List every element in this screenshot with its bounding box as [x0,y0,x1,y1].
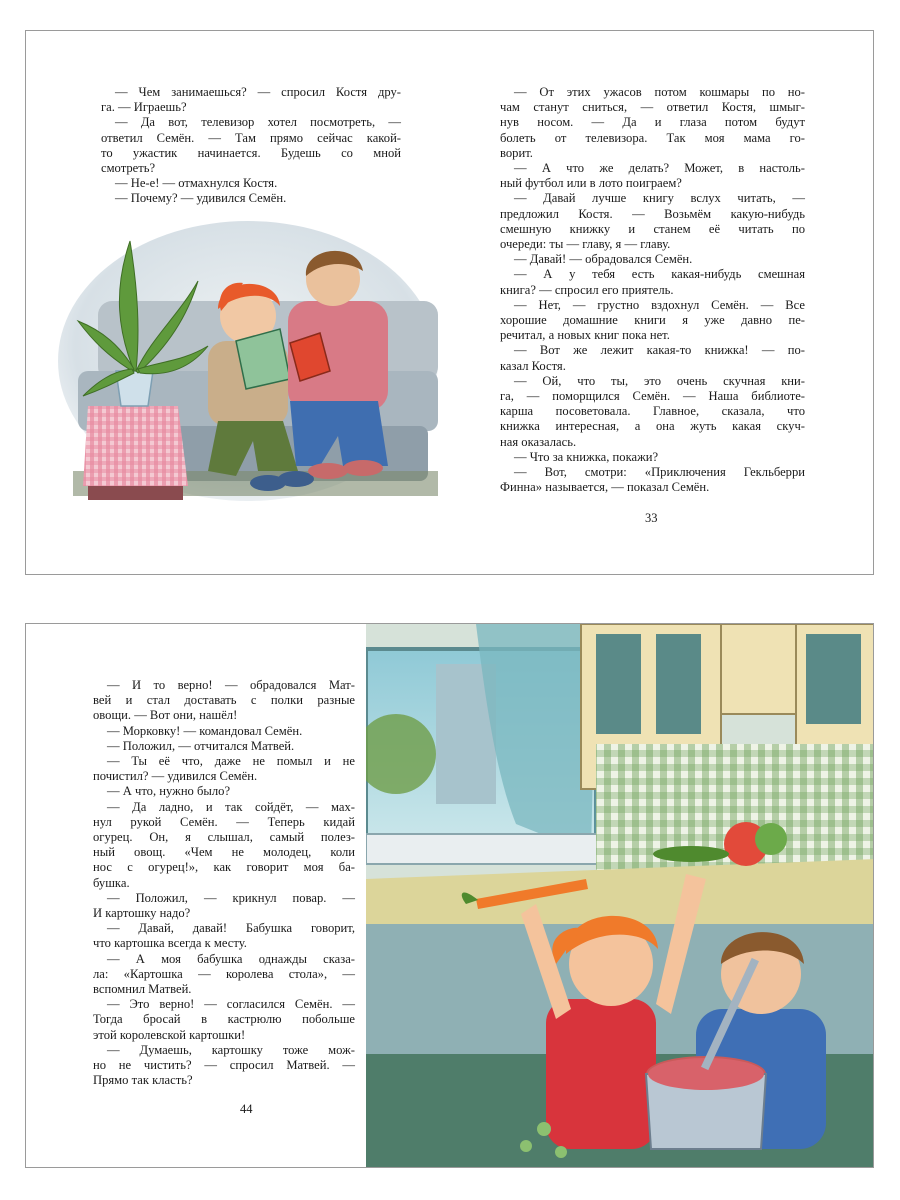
page-number: 33 [645,511,658,525]
text-line: этой королевской картошки! [93,1027,246,1042]
text-line: книжка интересная, а она жуть какая скуч- [500,419,805,434]
text-line: — Положил, — крикнул повар. — [107,890,355,905]
text-line: — Давай лучше книгу вслух читать, — [514,191,805,206]
text-line: — Нет, — грустно вздохнул Семён. — Все [514,297,805,312]
text-line: га. — Играешь? [101,100,187,115]
text-line: — А моя бабушка однажды сказа- [107,951,355,966]
text-line: — Что за книжка, покажи? [514,449,659,464]
text-line: нув носом. — Да и глаза потом будут [500,115,805,130]
text-line: — Да вот, телевизор хотел посмотреть, — [115,115,401,130]
text-line: ла: «Картошка — королева стола», — [93,966,355,981]
text-line: — И то верно! — обрадовался Мат- [107,678,355,692]
text-line: — Давай, давай! Бабушка говорит, [107,921,355,936]
text-line: га, — поморщился Семён. — Наша библиоте- [500,389,805,404]
book-spread-bottom [25,623,874,1168]
text-line: — Вот же лежит какая-то книжка! — по- [514,343,805,358]
text-line: — Давай! — обрадовался Семён. [514,252,693,267]
text-line: ный овощ. «Чем не молодец, коли [93,845,355,860]
text-line: — Не-е! — отмахнулся Костя. [115,176,278,191]
text-line: болеть от телевизора. Так моя мама го- [500,130,805,145]
text-line: Прямо так класть? [93,1073,193,1088]
left-page-text [93,678,355,1088]
text-line: овощи. — Вот они, нашёл! [93,708,238,723]
text-line: казал Костя. [500,358,566,373]
text-line: — Ой, что ты, это очень скучная кни- [514,373,805,388]
text-line: — Морковку! — командовал Семён. [107,723,303,738]
text-line: смотреть? [101,161,156,176]
illustration-boys-reading [58,221,438,511]
illustration-boys-cooking [366,624,874,1168]
text-line: — Почему? — удивился Семён. [115,191,287,206]
text-line: карша посоветовала. Главное, сказала, что [500,404,805,419]
text-line: речитал, а новых книг пока нет. [500,328,670,343]
text-line: то ужастик начинается. Будешь со мной [101,145,401,160]
text-line: И картошку надо? [93,906,191,921]
text-line: нос с огурец!», как говорит моя ба- [93,860,355,875]
text-line: — Чем занимаешься? — спросил Костя дру- [115,85,401,99]
text-line: хорошие домашние книги я уже давно пе- [500,313,805,328]
text-line: предложил Костя. — Возьмём какую-нибудь [500,206,805,221]
text-line: но не чистить? — спросил Матвей. — [93,1058,355,1073]
text-line: — Положил, — отчитался Матвей. [107,738,295,753]
text-line: почистил? — удивился Семён. [93,769,258,784]
text-line: смешную книжку и станем её читать по [500,221,805,236]
left-page-text [101,85,401,207]
text-line: Тогда бросай в кастрюлю побольше [93,1012,355,1027]
text-line: ответил Семён. — Там прямо сейчас какой- [101,130,401,145]
text-line: вей и стал доставать с полки разные [93,693,355,708]
text-line: ворит. [500,145,533,160]
text-line: ный футбол или в лото поиграем? [500,176,682,191]
text-line: — Это верно! — согласился Семён. — [107,997,355,1012]
text-line: очереди: ты — главу, я — главу. [500,237,671,252]
text-line: — Вот, смотри: «Приключения Гекльберри [514,465,805,480]
text-line: что картошка всегда к месту. [93,936,247,951]
right-page-text [500,85,805,495]
page-number: 44 [240,1102,253,1116]
text-line: огурец. Он, я слышал, самый полез- [93,830,355,845]
text-line: книга? — спросил его приятель. [500,282,674,297]
text-line: — Ты её что, даже не помыл и не [107,754,355,769]
text-line: — А что, нужно было? [107,784,231,799]
text-line: ная оказалась. [500,434,577,449]
text-line: Финна» называется, — показал Семён. [500,480,710,495]
text-line: чам станут сниться, — ответил Костя, шмыг- [500,100,805,115]
text-line: вспомнил Матвей. [93,982,192,997]
book-spread-top [25,30,874,575]
text-line: — Думаешь, картошку тоже мож- [107,1042,355,1057]
text-line: бушка. [93,875,130,890]
text-line: — От этих ужасов потом кошмары по но- [514,85,805,99]
text-line: — Да ладно, и так сойдёт, — мах- [107,799,355,814]
text-line: нул рукой Семён. — Теперь кидай [93,814,355,829]
text-line: — А что же делать? Может, в настоль- [514,161,805,176]
text-line: — А у тебя есть какая-нибудь смешная [514,267,805,282]
